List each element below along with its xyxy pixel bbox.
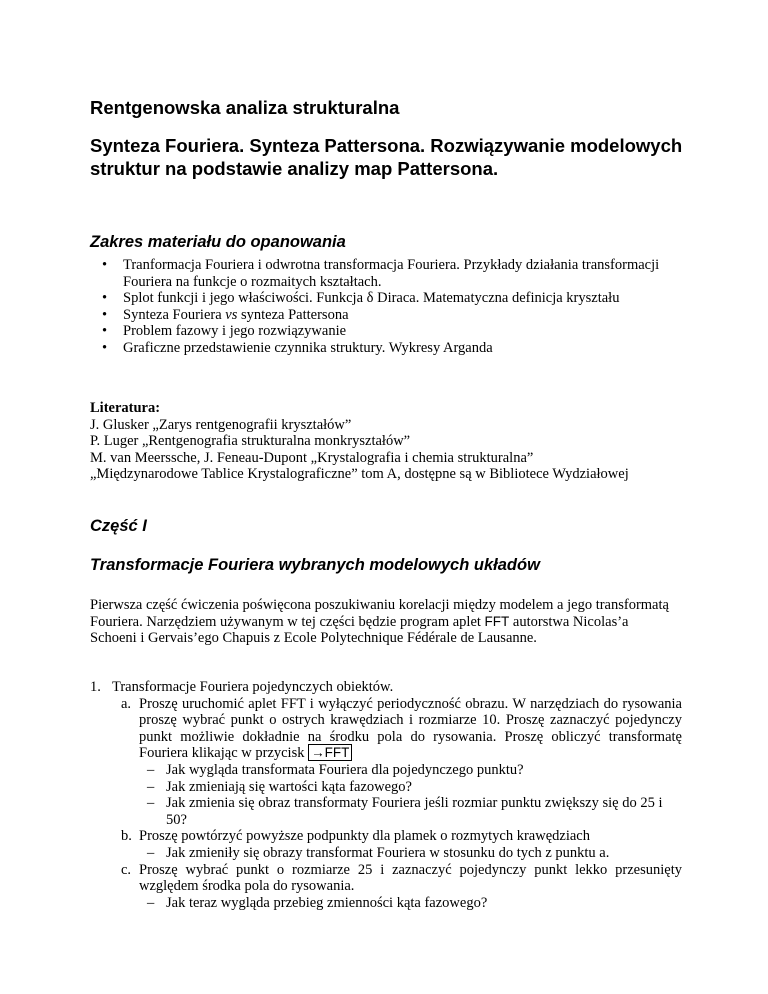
literature-item: P. Luger „Rentgenografia strukturalna monkryształów”	[90, 433, 411, 449]
scope-item: • Tranformacja Fouriera i odwrotna transformacja Fouriera. Przykłady działania transformacji Fouriera na funkcje o rozmaitych kształtach.	[90, 257, 683, 290]
part-intro: Pierwsza część ćwiczenia poświęcona poszukiwaniu korelacji między modelem a jego transformatą Fouriera. Narzędziem używanym w tej części będzie program aplet FFT autorstwa Nicolas’a Schoeni i Gervais’ego Chapuis z Ecole Polytechnique Fédérale de Lausanne.	[90, 597, 669, 646]
exercise-item: 1. Transformacje Fouriera pojedynczych obiektów.	[90, 679, 394, 695]
part-label: Część I	[90, 517, 147, 535]
fft-program-name: FFT	[484, 613, 510, 629]
scope-list	[90, 257, 683, 356]
question: – Jak zmieniły się obrazy transformat Fouriera w stosunku do tych z punktu a.	[147, 844, 610, 861]
literature-section	[90, 400, 710, 483]
question: – Jak teraz wygląda przebieg zmienności kąta fazowego?	[147, 894, 488, 911]
question: – Jak zmieniają się wartości kąta fazowego?	[147, 778, 412, 795]
question: – Jak zmienia się obraz transformaty Fouriera jeśli rozmiar punktu zwiększy się do 25 i 50?	[147, 795, 663, 828]
document-subtitle: Synteza Fouriera. Synteza Pattersona. Rozwiązywanie modelowych struktur na podstawie analizy map Pattersona.	[90, 135, 683, 179]
scope-item: • Splot funkcji i jego właściwości. Funkcja δ Diraca. Matematyczna definicja kryształu	[90, 290, 683, 307]
document-title: Rentgenowska analiza strukturalna	[90, 97, 400, 118]
literature-item: „Międzynarodowe Tablice Krystalograficzne” tom A, dostępne są w Bibliotece Wydziałowej	[90, 466, 629, 482]
scope-heading: Zakres materiału do opanowania	[90, 233, 346, 251]
part-heading: Transformacje Fouriera wybranych modelowych układów	[90, 556, 540, 574]
scope-item: • Graficzne przedstawienie czynnika struktury. Wykresy Arganda	[90, 340, 683, 357]
question: – Jak wygląda transformata Fouriera dla pojedynczego punktu?	[147, 761, 524, 778]
scope-item: • Problem fazowy i jego rozwiązywanie	[90, 323, 683, 340]
exercise-subitem-b: b. Proszę powtórzyć powyższe podpunkty dla plamek o rozmytych krawędziach	[121, 828, 590, 845]
exercise-subitem-a: a. Proszę uruchomić aplet FFT i wyłączyć periodyczność obrazu. W narzędziach do rysowania proszę wybrać punkt o ostrych krawędziach i rozmiarze 10. Proszę zaznaczyć pojedynczy punkt możliwie dokładnie na środku pola do rysowania. Proszę obliczyć transformatę Fouriera klikając w przycisk →FFT	[121, 695, 682, 762]
literature-item: M. van Meerssche, J. Feneau-Dupont „Krystalografia i chemia strukturalna”	[90, 449, 534, 466]
literature-heading: Literatura:	[90, 400, 161, 416]
fft-button-label: →FFT	[308, 744, 352, 761]
exercise-section	[90, 679, 682, 911]
literature-item: J. Glusker „Zarys rentgenografii kryształów”	[90, 416, 352, 433]
scope-item: • Synteza Fouriera vs synteza Pattersona	[90, 307, 683, 324]
exercise-subitem-c: c. Proszę wybrać punkt o rozmiarze 25 i zaznaczyć pojedynczy punkt lekko przesunięty względem środka pola do rysowania.	[121, 861, 682, 895]
